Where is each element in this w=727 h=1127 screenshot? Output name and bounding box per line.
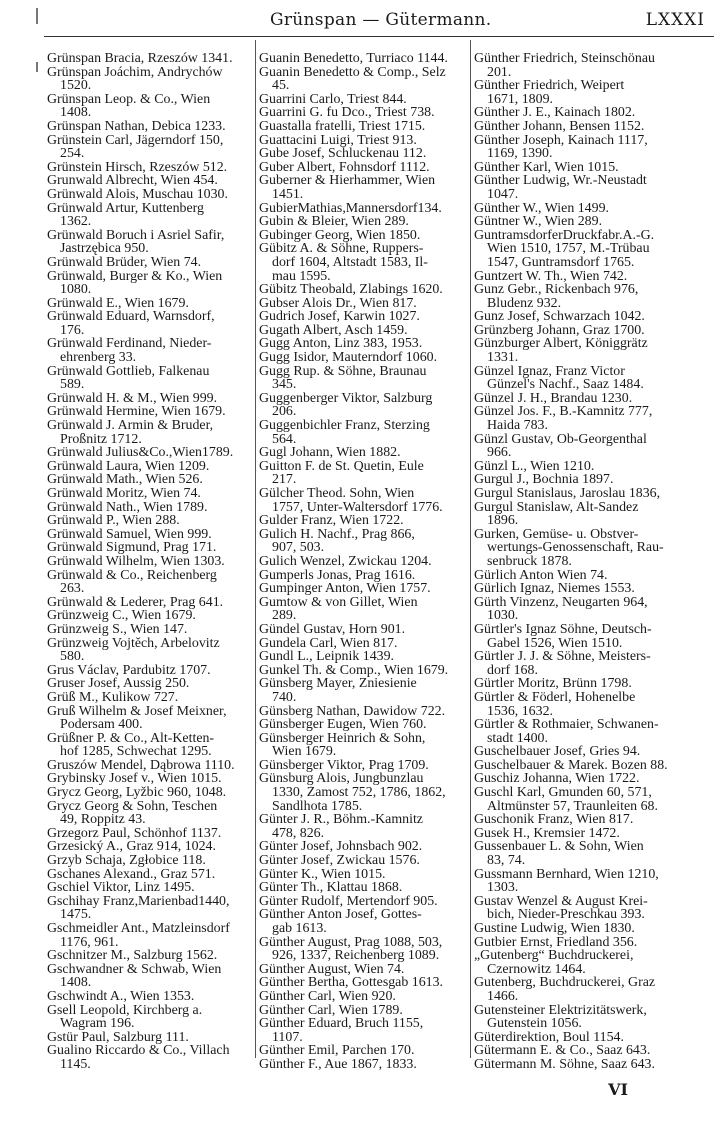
directory-column-2 bbox=[259, 52, 467, 1072]
directory-entry: Güntner W., Wien 289. bbox=[474, 215, 603, 229]
directory-entry: Gusek H., Kremsier 1472. bbox=[474, 826, 620, 841]
directory-entry: Günther F., Aue 1867, 1833. bbox=[259, 1057, 417, 1072]
directory-entry: Grünwald Gottlieb, Falkenau bbox=[47, 364, 210, 379]
directory-entry: Günther August, Prag 1088, 503, bbox=[259, 935, 443, 950]
directory-entry: Grünwald, Burger & Ko., Wien bbox=[47, 269, 223, 284]
entry-continuation: senbruck 1878. bbox=[487, 554, 572, 569]
directory-entry: Grünwald Sigmund, Prag 171. bbox=[47, 541, 217, 555]
directory-entry: Grus Václav, Pardubitz 1707. bbox=[47, 663, 211, 678]
entry-continuation: Wien 1510, 1757, M.-Trübau bbox=[487, 242, 650, 256]
directory-entry: Guastalla fratelli, Triest 1715. bbox=[259, 119, 426, 134]
directory-entry: Grybinsky Josef v., Wien 1015. bbox=[47, 772, 222, 787]
directory-entry: Gruß Wilhelm & Josef Meixner, bbox=[47, 704, 227, 719]
entry-continuation: 907, 503. bbox=[272, 541, 325, 555]
entry-continuation: Czernowitz 1464. bbox=[487, 962, 586, 977]
directory-entry: Gulich H. Nachf., Prag 866, bbox=[259, 527, 415, 542]
directory-entry: Grünspan Joáchim, Andrychów bbox=[47, 65, 223, 80]
directory-entry: Guanin Benedetto & Comp., Selz bbox=[259, 65, 446, 80]
entry-continuation: Bludenz 932. bbox=[487, 296, 562, 311]
entry-continuation: 580. bbox=[60, 650, 85, 664]
entry-continuation: 1520. bbox=[60, 79, 92, 93]
entry-continuation: 289. bbox=[272, 609, 297, 623]
directory-entry: Guitton F. de St. Quetin, Eule bbox=[259, 459, 424, 474]
entry-continuation: Gabel 1526, Wien 1510. bbox=[487, 636, 623, 651]
directory-entry: GuntramsdorferDruckfabr.A.-G. bbox=[474, 228, 655, 243]
directory-entry: Gschihay Franz,Marienbad1440, bbox=[47, 894, 230, 909]
directory-entry: Guarrini G. fu Dco., Triest 738. bbox=[259, 106, 435, 120]
directory-entry: Guschonik Franz, Wien 817. bbox=[474, 813, 634, 827]
directory-entry: Günther Johann, Bensen 1152. bbox=[474, 119, 645, 134]
directory-entry: Gübitz A. & Söhne, Ruppers- bbox=[259, 242, 424, 256]
directory-entry: Günsberger Viktor, Prag 1709. bbox=[259, 758, 429, 773]
directory-entry: Gubinger Georg, Wien 1850. bbox=[259, 228, 421, 243]
directory-entry: Günsberg Nathan, Dawidow 722. bbox=[259, 704, 446, 719]
entry-continuation: Jastrzębica 950. bbox=[60, 242, 149, 256]
directory-entry: Gschmeidler Ant., Matzleinsdorf bbox=[47, 922, 230, 936]
directory-entry: Grünwald Math., Wien 526. bbox=[47, 473, 203, 487]
directory-entry: Gschanes Alexand., Graz 571. bbox=[47, 867, 216, 882]
directory-entry: Gutbier Ernst, Friedland 356. bbox=[474, 935, 638, 950]
directory-entry: Gumperls Jonas, Prag 1616. bbox=[259, 568, 416, 583]
entry-continuation: stadt 1400. bbox=[487, 731, 548, 746]
directory-entry: Gugath Albert, Asch 1459. bbox=[259, 323, 408, 338]
directory-entry: Günzel J. H., Brandau 1230. bbox=[474, 391, 633, 406]
directory-entry: Gurgul Stanislaw, Alt-Sandez bbox=[474, 500, 639, 515]
entry-continuation: 1671, 1809. bbox=[487, 92, 553, 107]
entry-continuation: 206. bbox=[272, 405, 297, 420]
directory-entry: Günzburger Albert, Königgrätz bbox=[474, 337, 648, 352]
entry-continuation: 176. bbox=[60, 323, 85, 338]
directory-entry: Gübitz Theobald, Zlabings 1620. bbox=[259, 283, 443, 297]
entry-continuation: 1030. bbox=[487, 609, 519, 623]
entry-continuation: bich, Nieder-Preschkau 393. bbox=[487, 908, 645, 922]
directory-entry: Grüß M., Kulikow 727. bbox=[47, 690, 179, 705]
directory-entry: Günter Rudolf, Mertendorf 905. bbox=[259, 894, 438, 909]
directory-entry: Gürtler's Ignaz Söhne, Deutsch- bbox=[474, 622, 652, 637]
directory-entry: Grünwald Wilhelm, Wien 1303. bbox=[47, 554, 225, 569]
directory-entry: Gruser Josef, Aussig 250. bbox=[47, 677, 190, 691]
directory-entry: Günther Bertha, Gottesgab 1613. bbox=[259, 976, 444, 990]
entry-continuation: 1330, Žamost 752, 1786, 1862, bbox=[272, 786, 446, 800]
directory-entry: Günther Anton Josef, Gottes- bbox=[259, 908, 422, 922]
directory-entry: Günther Emil, Parchen 170. bbox=[259, 1044, 415, 1058]
directory-entry: Grünstein Hirsch, Rzeszów 512. bbox=[47, 160, 228, 175]
directory-entry: Gülcher Theod. Sohn, Wien bbox=[259, 487, 415, 501]
directory-entry: Grycz Georg, Lyžbic 960, 1048. bbox=[47, 786, 227, 800]
entry-continuation: 254. bbox=[60, 147, 85, 161]
directory-entry: Gugg Anton, Linz 383, 1953. bbox=[259, 337, 423, 352]
directory-entry: Günther Karl, Wien 1015. bbox=[474, 160, 619, 175]
header-rule bbox=[44, 36, 714, 37]
directory-entry: Gürtler J. J. & Söhne, Meisters- bbox=[474, 650, 651, 664]
directory-entry: Grünwald H. & M., Wien 999. bbox=[47, 391, 218, 406]
directory-entry: Gutenberg, Buchdruckerei, Graz bbox=[474, 976, 656, 990]
directory-entry: Guschl Karl, Gmunden 60, 571, bbox=[474, 786, 652, 800]
directory-entry: Gumtow & von Gillet, Wien bbox=[259, 595, 418, 610]
entry-continuation: 589. bbox=[60, 378, 85, 392]
directory-entry: Gürlich Ignaz, Niemes 1553. bbox=[474, 582, 635, 596]
entry-continuation: Sandlhota 1785. bbox=[272, 799, 363, 814]
directory-entry: Guber Albert, Fohnsdorf 1112. bbox=[259, 160, 430, 175]
directory-entry: Grüßner P. & Co., Alt-Ketten- bbox=[47, 731, 215, 746]
entry-continuation: 1080. bbox=[60, 283, 92, 297]
directory-entry: Grünwald Julius&Co.,Wien1789. bbox=[47, 446, 234, 460]
directory-entry: Grunwald Albrecht, Wien 454. bbox=[47, 174, 218, 188]
directory-entry: Günther W., Wien 1499. bbox=[474, 201, 609, 216]
margin-mark bbox=[36, 62, 38, 72]
directory-entry: Gschnitzer M., Salzburg 1562. bbox=[47, 949, 218, 963]
directory-entry: Gustav Wenzel & August Krei- bbox=[474, 894, 648, 909]
directory-entry: Gruszów Mendel, Dąbrowa 1110. bbox=[47, 758, 235, 773]
entry-continuation: 478, 826. bbox=[272, 826, 325, 841]
entry-continuation: 83, 74. bbox=[487, 854, 526, 868]
entry-continuation: gab 1613. bbox=[272, 922, 327, 936]
entry-continuation: hof 1285, Schwechat 1295. bbox=[60, 745, 212, 759]
directory-entry: Guanin Benedetto, Turriaco 1144. bbox=[259, 52, 448, 66]
directory-entry: Günsberger Eugen, Wien 760. bbox=[259, 718, 427, 732]
directory-entry: „Gutenberg“ Buchdruckerei, bbox=[474, 949, 634, 963]
directory-entry: Grünwald Boruch i Asriel Safir, bbox=[47, 228, 225, 243]
directory-entry: Gürtler Moritz, Brünn 1798. bbox=[474, 677, 632, 691]
directory-entry: Gunkel Th. & Comp., Wien 1679. bbox=[259, 663, 449, 678]
directory-entry: Gunz Gebr., Rickenbach 976, bbox=[474, 283, 639, 297]
entry-continuation: Gutenstein 1056. bbox=[487, 1017, 582, 1031]
directory-entry: Günzel Ignaz, Franz Victor bbox=[474, 364, 625, 379]
entry-continuation: Haida 783. bbox=[487, 419, 548, 433]
directory-entry: Gschiel Viktor, Linz 1495. bbox=[47, 881, 195, 895]
entry-continuation: 1169, 1390. bbox=[487, 147, 553, 161]
page-header bbox=[0, 6, 727, 36]
directory-entry: Gütermann E. & Co., Saaz 643. bbox=[474, 1044, 651, 1058]
directory-entry: Grünwald Moritz, Wien 74. bbox=[47, 487, 201, 501]
directory-entry: Günsberg Mayer, Zniesienie bbox=[259, 677, 417, 691]
directory-entry: Günzl L., Wien 1210. bbox=[474, 459, 595, 474]
directory-entry: Grünwald Samuel, Wien 999. bbox=[47, 527, 212, 542]
directory-entry: Gube Josef, Schluckenau 112. bbox=[259, 147, 427, 161]
directory-entry: Grzyb Schaja, Zgłobice 118. bbox=[47, 854, 206, 868]
directory-entry: Günther Ludwig, Wr.-Neustadt bbox=[474, 174, 647, 188]
directory-entry: Gurgul J., Bochnia 1897. bbox=[474, 473, 614, 487]
directory-entry: GubierMathias,Mannersdorf134. bbox=[259, 201, 442, 216]
directory-entry: Gussenbauer L. & Sohn, Wien bbox=[474, 840, 644, 855]
directory-entry: Gumpinger Anton, Wien 1757. bbox=[259, 582, 431, 596]
directory-entry: Günther Eduard, Bruch 1155, bbox=[259, 1017, 424, 1031]
entry-continuation: 1408. bbox=[60, 106, 92, 120]
entry-continuation: Podersam 400. bbox=[60, 718, 143, 732]
directory-entry: Grünzweig S., Wien 147. bbox=[47, 622, 188, 637]
directory-entry: Grünwald Artur, Kuttenberg bbox=[47, 201, 204, 216]
signature-mark: VI bbox=[608, 1080, 628, 1099]
directory-entry: Gulder Franz, Wien 1722. bbox=[259, 514, 404, 528]
directory-entry: Gürtler & Föderl, Hohenelbe bbox=[474, 690, 636, 705]
directory-entry: Grünzberg Johann, Graz 1700. bbox=[474, 323, 645, 338]
directory-entry: Grünspan Nathan, Debica 1233. bbox=[47, 119, 226, 134]
entry-continuation: Proßnitz 1712. bbox=[60, 432, 142, 447]
directory-entry: Gütermann M. Söhne, Saaz 643. bbox=[474, 1057, 655, 1072]
directory-entry: Grünwald P., Wien 288. bbox=[47, 514, 180, 528]
directory-entry: Grünwald Eduard, Warnsdorf, bbox=[47, 310, 215, 324]
directory-entry: Gunz Josef, Schwarzach 1042. bbox=[474, 310, 645, 324]
entry-continuation: 1451. bbox=[272, 187, 304, 202]
entry-continuation: 49, Roppitz 43. bbox=[60, 813, 146, 827]
directory-entry: Gstür Paul, Salzburg 111. bbox=[47, 1030, 189, 1045]
directory-entry: Grünspan Leop. & Co., Wien bbox=[47, 92, 211, 107]
directory-entry: Günther Friedrich, Steinschönau bbox=[474, 52, 655, 66]
directory-entry: Gundela Carl, Wien 817. bbox=[259, 636, 398, 651]
entry-continuation: wertungs-Genossenschaft, Rau- bbox=[487, 541, 664, 555]
entry-continuation: 1145. bbox=[60, 1057, 91, 1072]
entry-continuation: ehrenberg 33. bbox=[60, 351, 137, 365]
directory-entry: Gugg Isidor, Mauterndorf 1060. bbox=[259, 351, 438, 365]
entry-continuation: 740. bbox=[272, 690, 297, 705]
directory-entry: Günsberger Heinrich & Sohn, bbox=[259, 731, 426, 746]
directory-entry: Grünwald & Co., Reichenberg bbox=[47, 568, 217, 583]
directory-entry: Günter J. R., Böhm.-Kamnitz bbox=[259, 813, 423, 827]
entry-continuation: 564. bbox=[272, 432, 297, 447]
directory-entry: Guberner & Hierhammer, Wien bbox=[259, 174, 436, 188]
directory-entry: Grünspan Bracia, Rzeszów 1341. bbox=[47, 52, 233, 66]
directory-entry: Günzel Jos. F., B.-Kamnitz 777, bbox=[474, 405, 653, 420]
entry-continuation: 1547, Guntramsdorf 1765. bbox=[487, 255, 635, 270]
entry-continuation: 201. bbox=[487, 65, 512, 80]
entry-continuation: 966. bbox=[487, 446, 512, 460]
entry-continuation: 1475. bbox=[60, 908, 92, 922]
directory-entry: Grünzweig Vojtěch, Arbelovitz bbox=[47, 636, 220, 651]
directory-entry: Günther Carl, Wien 1789. bbox=[259, 1003, 403, 1018]
directory-entry: Gündel Gustav, Horn 901. bbox=[259, 622, 406, 637]
directory-entry: Grünwald J. Armin & Bruder, bbox=[47, 419, 214, 433]
directory-entry: Grünwald Laura, Wien 1209. bbox=[47, 459, 210, 474]
directory-entry: Gutensteiner Elektrizitätswerk, bbox=[474, 1003, 647, 1018]
directory-entry: Gubser Alois Dr., Wien 817. bbox=[259, 296, 417, 311]
entry-continuation: 1331. bbox=[487, 351, 519, 365]
directory-entry: Gürth Vinzenz, Neugarten 964, bbox=[474, 595, 648, 610]
entry-continuation: 1536, 1632. bbox=[487, 704, 553, 719]
directory-entry: Günsburg Alois, Jungbunzlau bbox=[259, 772, 424, 787]
directory-entry: Guschelbauer & Marek. Bozen 88. bbox=[474, 758, 668, 773]
directory-entry: Günzl Gustav, Ob-Georgenthal bbox=[474, 432, 647, 447]
directory-entry: Guntzert W. Th., Wien 742. bbox=[474, 269, 628, 284]
directory-entry: Gsell Leopold, Kirchberg a. bbox=[47, 1003, 203, 1018]
directory-entry: Grzesický A., Graz 914, 1024. bbox=[47, 840, 216, 855]
entry-continuation: 1303. bbox=[487, 881, 519, 895]
directory-entry: Grünstein Carl, Jägerndorf 150, bbox=[47, 133, 224, 148]
entry-continuation: 217. bbox=[272, 473, 297, 487]
directory-entry: Grzegorz Paul, Schönhof 1137. bbox=[47, 826, 222, 841]
directory-entry: Gugg Rup. & Söhne, Braunau bbox=[259, 364, 427, 379]
directory-column-3 bbox=[474, 52, 714, 1072]
directory-entry: Günther Joseph, Kainach 1117, bbox=[474, 133, 648, 148]
directory-entry: Günter Th., Klattau 1868. bbox=[259, 881, 403, 895]
directory-entry: Guschelbauer Josef, Gries 94. bbox=[474, 745, 641, 759]
directory-entry: Grünwald E., Wien 1679. bbox=[47, 296, 189, 311]
entry-continuation: 1408. bbox=[60, 976, 92, 990]
entry-continuation: 1466. bbox=[487, 989, 519, 1004]
column-divider bbox=[255, 40, 256, 1058]
directory-entry: Guarrini Carlo, Triest 844. bbox=[259, 92, 407, 107]
margin-mark bbox=[36, 8, 38, 24]
entry-continuation: 345. bbox=[272, 378, 297, 392]
directory-entry: Gschwandner & Schwab, Wien bbox=[47, 962, 222, 977]
entry-continuation: dorf 168. bbox=[487, 663, 538, 678]
directory-entry: Gussmann Bernhard, Wien 1210, bbox=[474, 867, 659, 882]
directory-entry: Gschwindt A., Wien 1353. bbox=[47, 989, 195, 1004]
directory-entry: Gulich Wenzel, Zwickau 1204. bbox=[259, 554, 432, 569]
entry-continuation: 1176, 961. bbox=[60, 935, 119, 950]
directory-entry: Grünwald Alois, Muschau 1030. bbox=[47, 187, 228, 202]
directory-entry: Günther August, Wien 74. bbox=[259, 962, 405, 977]
directory-entry: Gustine Ludwig, Wien 1830. bbox=[474, 922, 635, 936]
column-divider bbox=[470, 40, 471, 1058]
entry-continuation: 1362. bbox=[60, 215, 92, 229]
directory-entry: Grünzweig C., Wien 1679. bbox=[47, 609, 196, 623]
entry-continuation: 45. bbox=[272, 79, 290, 93]
entry-continuation: Wagram 196. bbox=[60, 1017, 135, 1031]
entry-continuation: mau 1595. bbox=[272, 269, 331, 284]
entry-continuation: Günzel's Nachf., Saaz 1484. bbox=[487, 378, 644, 392]
entry-continuation: 926, 1337, Reichenberg 1089. bbox=[272, 949, 440, 963]
directory-entry: Grünwald Ferdinand, Nieder- bbox=[47, 337, 212, 352]
directory-entry: Gürtler & Rothmaier, Schwanen- bbox=[474, 718, 659, 732]
directory-entry: Günther Friedrich, Weipert bbox=[474, 79, 625, 93]
directory-entry: Grycz Georg & Sohn, Teschen bbox=[47, 799, 218, 814]
directory-entry: Guschiz Johanna, Wien 1722. bbox=[474, 772, 640, 787]
directory-entry: Gurgul Stanislaus, Jaroslau 1836, bbox=[474, 487, 661, 501]
entry-continuation: 1896. bbox=[487, 514, 519, 528]
directory-entry: Gualino Riccardo & Co., Villach bbox=[47, 1044, 230, 1058]
directory-entry: Gubin & Bleier, Wien 289. bbox=[259, 215, 409, 229]
directory-entry: Günther Carl, Wien 920. bbox=[259, 989, 396, 1004]
directory-entry: Guattacini Luigi, Triest 913. bbox=[259, 133, 417, 148]
entry-continuation: 1757, Unter-Waltersdorf 1776. bbox=[272, 500, 443, 515]
entry-continuation: 263. bbox=[60, 582, 85, 596]
directory-entry: Gundl L., Leipnik 1439. bbox=[259, 650, 395, 664]
directory-entry: Grünwald Brüder, Wien 74. bbox=[47, 255, 202, 270]
directory-entry: Günter Josef, Zwickau 1576. bbox=[259, 854, 420, 868]
entry-continuation: 1107. bbox=[272, 1030, 303, 1045]
page-number: LXXXI bbox=[645, 10, 705, 30]
directory-entry: Güterdirektion, Boul 1154. bbox=[474, 1030, 624, 1045]
directory-entry: Günter K., Wien 1015. bbox=[259, 867, 386, 882]
directory-entry: Guggenbichler Franz, Sterzing bbox=[259, 419, 430, 433]
directory-entry: Guggenberger Viktor, Salzburg bbox=[259, 391, 433, 406]
entry-continuation: dorf 1604, Altstadt 1583, Il- bbox=[272, 255, 428, 270]
directory-entry: Gudrich Josef, Karwin 1027. bbox=[259, 310, 420, 324]
entry-continuation: Altmünster 57, Traunleiten 68. bbox=[487, 799, 658, 814]
directory-entry: Günter Josef, Johnsbach 902. bbox=[259, 840, 423, 855]
entry-continuation: Wien 1679. bbox=[272, 745, 337, 759]
directory-entry: Günther J. E., Kainach 1802. bbox=[474, 106, 636, 120]
directory-entry: Gugl Johann, Wien 1882. bbox=[259, 446, 401, 460]
directory-column-1 bbox=[47, 52, 253, 1072]
directory-entry: Gürlich Anton Wien 74. bbox=[474, 568, 608, 583]
directory-entry: Grünwald & Lederer, Prag 641. bbox=[47, 595, 224, 610]
directory-entry: Grünwald Hermine, Wien 1679. bbox=[47, 405, 226, 420]
running-title: Grünspan — Gütermann. bbox=[270, 10, 492, 30]
directory-entry: Gurken, Gemüse- u. Obstver- bbox=[474, 527, 639, 542]
entry-continuation: 1047. bbox=[487, 187, 519, 202]
directory-entry: Grünwald Nath., Wien 1789. bbox=[47, 500, 208, 515]
